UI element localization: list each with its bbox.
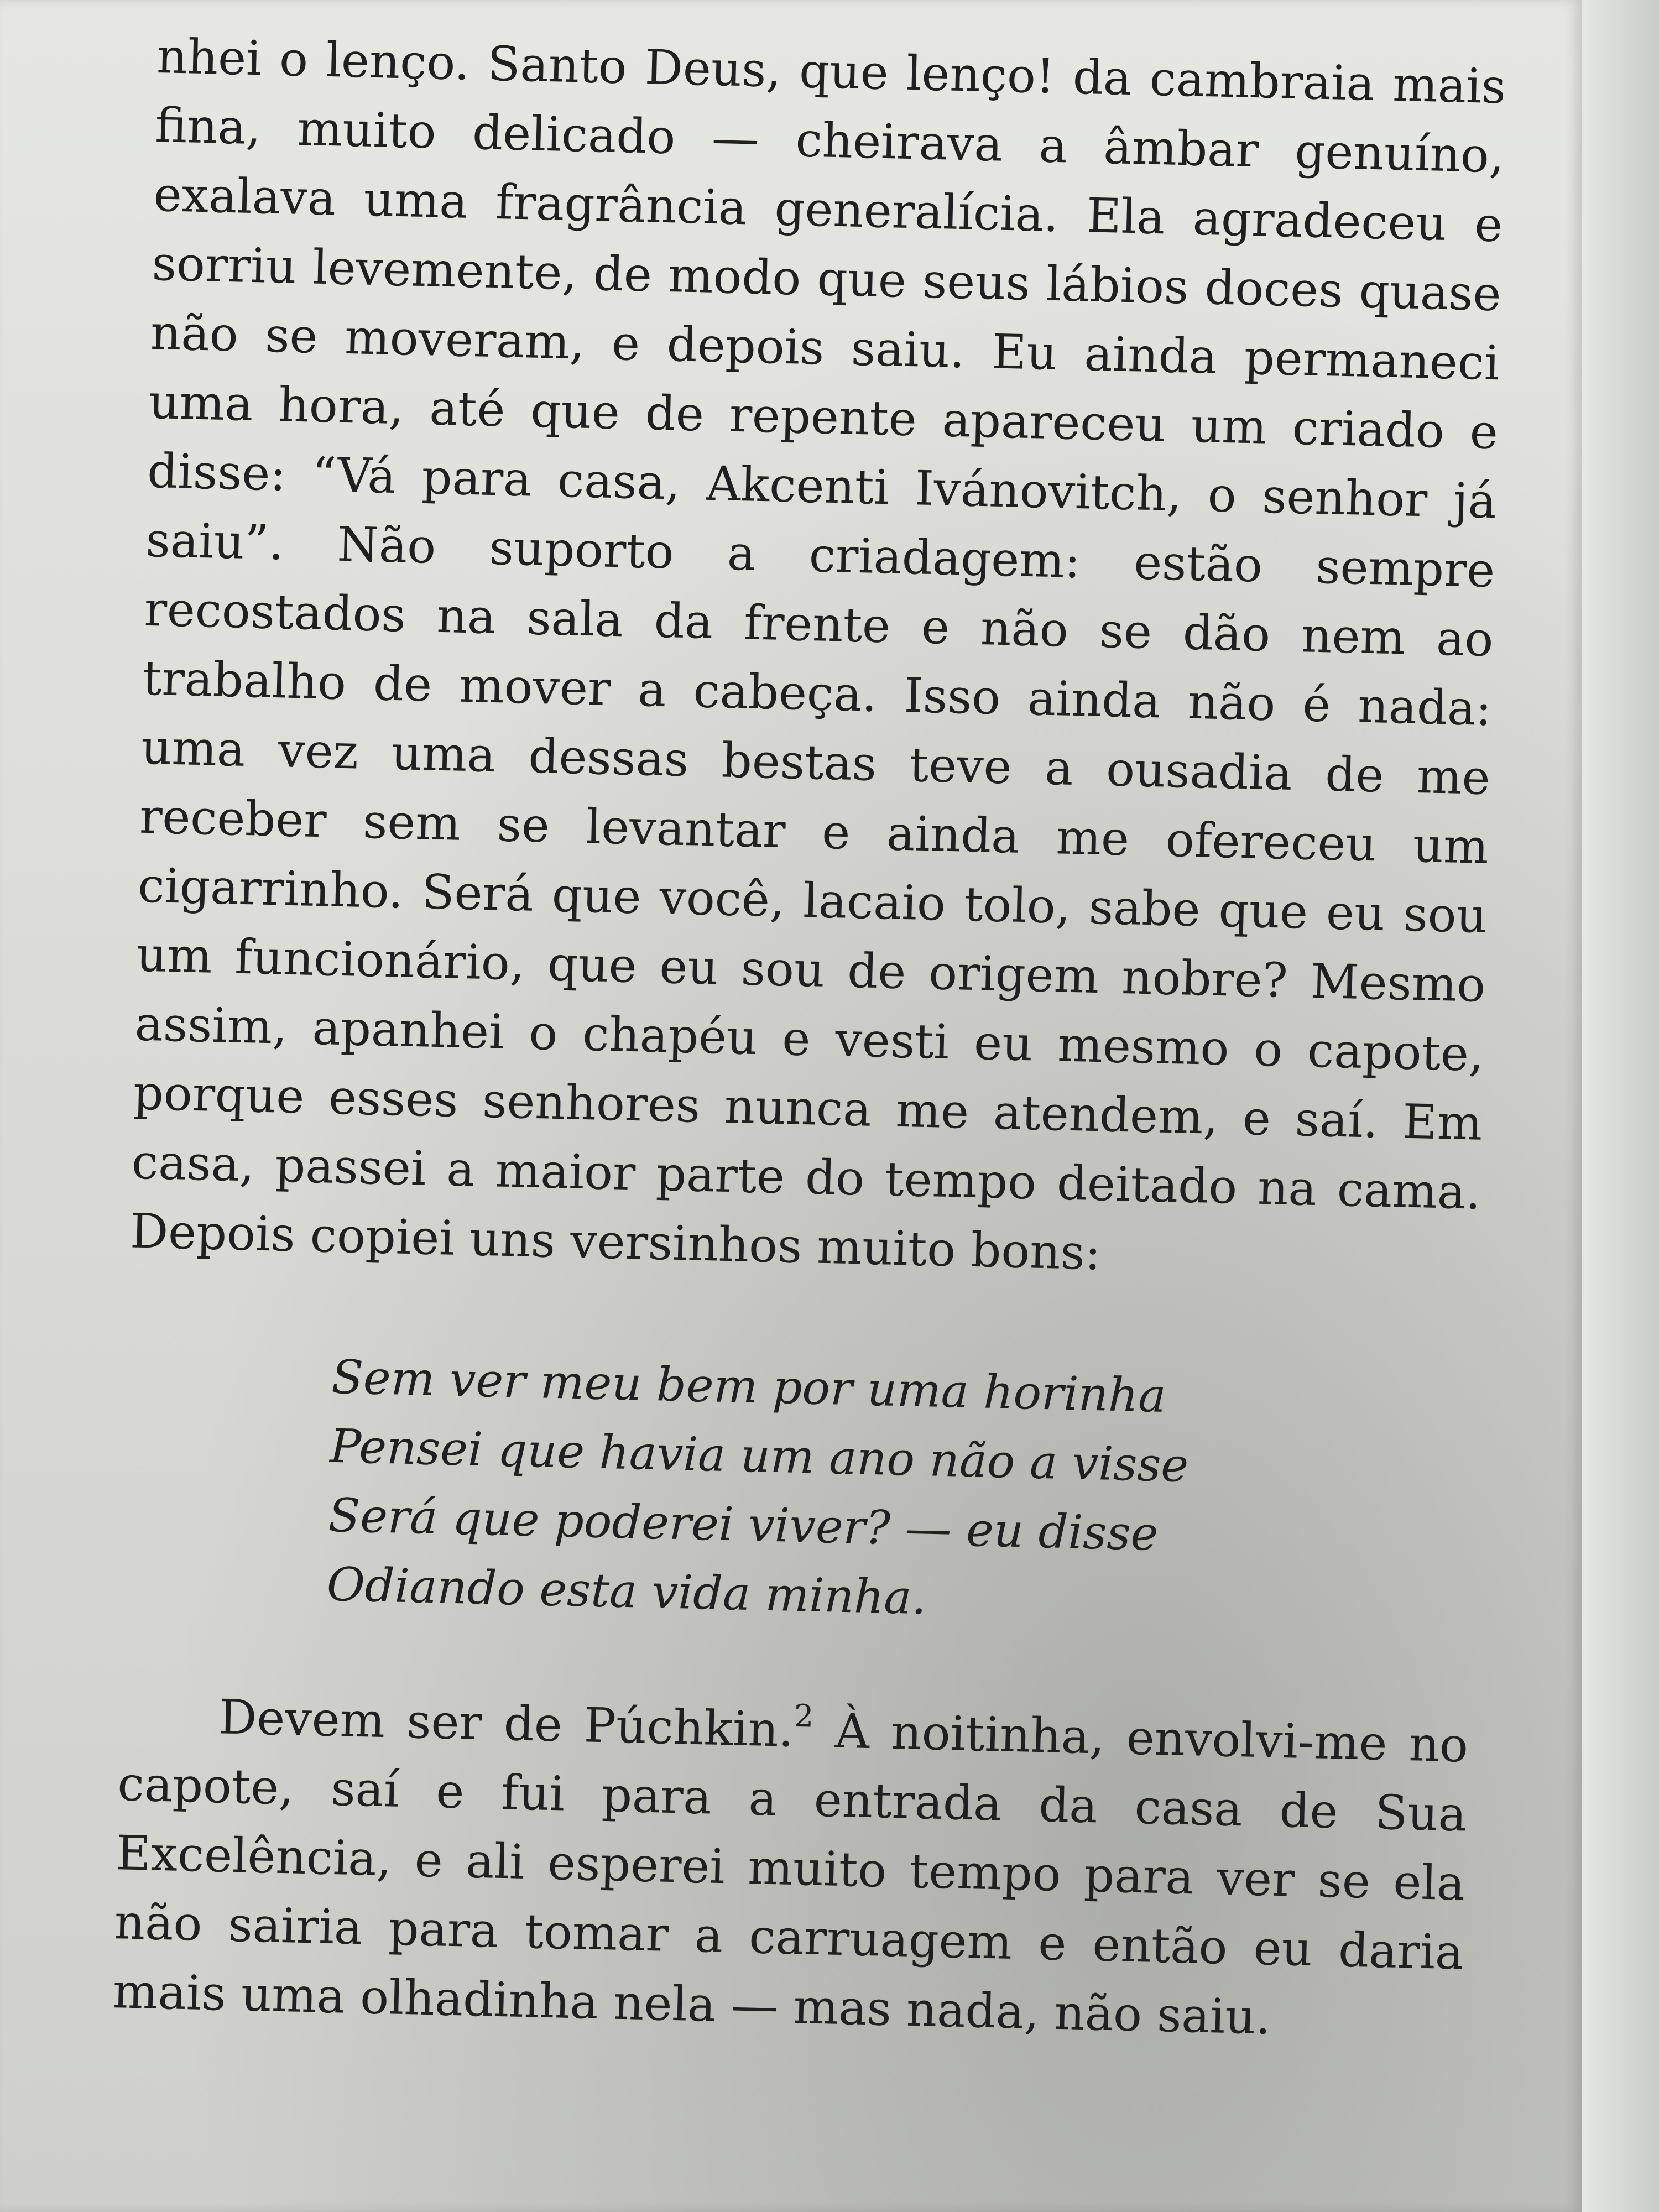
poem-verse-1: Sem ver meu bem por uma horinha — [331, 1349, 1167, 1423]
poem-verse-3: Será que poderei viver? — eu disse — [327, 1488, 1159, 1561]
paragraph-2-text-start: Devem ser de Púchkin. — [218, 1689, 795, 1758]
footnote-reference: 2 — [794, 1698, 815, 1735]
poem-verse-2: Pensei que havia um ano não a visse — [329, 1418, 1190, 1493]
poem — [326, 1343, 1477, 1645]
paragraph-2 — [112, 1681, 1469, 2057]
paragraph-1 — [129, 22, 1506, 1297]
paragraph-2-text-end: À noitinha, envolvi-me no capote, saí e fui para a entrada da casa de Sua Excelência, e ali esperei muito tempo para ver se ela não sairia para tomar a carruagem e então eu daria mais uma olhadinha nela — mas nada, não saiu. — [112, 1703, 1469, 2046]
page-content — [104, 22, 1506, 2212]
paragraph-indent — [119, 1731, 218, 1733]
poem-verse-4: Odiando esta vida minha. — [326, 1557, 927, 1625]
paragraph-1-text: nhei o lenço. Santo Deus, que lenço! da cambraia mais fina, muito delicado — cheirava a âmbar genuíno, exalava uma fragrância generalícia. Ela agradeceu e sorriu levemente, de modo que seus lábios doces quase não se moveram, e depois saiu. Eu ainda permaneci uma hora, até que de repente apareceu um criado e disse: “Vá para casa, Akcenti Ivánovitch, o senhor já saiu”. Não suporto a criadagem: estão sempre recostados na sala da frente e não se dão nem ao trabalho de mover a cabeça. Isso ainda não é nada: uma vez uma dessas bestas teve a ousadia de me receber sem se levantar e ainda me ofereceu um cigarrinho. Será que você, lacaio tolo, sabe que eu sou um funcionário, que eu sou de origem nobre? Mesmo assim, apanhei o chapéu e vesti eu mesmo o capote, porque esses senhores nunca me atendem, e saí. Em casa, passei a maior parte do tempo deitado na cama. Depois copiei uns versinhos muito bons: — [129, 28, 1507, 1281]
